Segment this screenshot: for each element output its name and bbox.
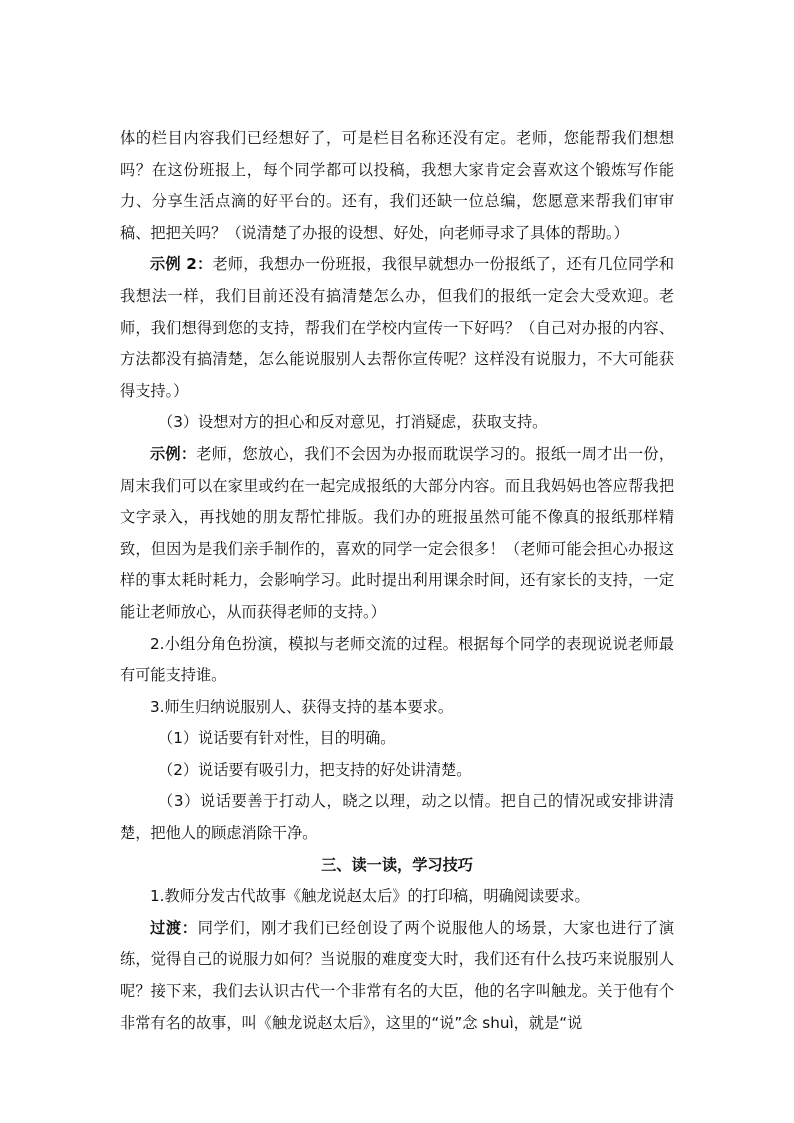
- step-2-paragraph: 2.小组分角色扮演，模拟与老师交流的过程。根据每个同学的表现说说老师最有可能支持谁。: [120, 634, 674, 685]
- transition-label: 过渡：: [150, 918, 198, 937]
- transition-paragraph: [120, 913, 674, 1039]
- example-2-text: 老师，我想办一份班报，我很早就想办一份报纸了，还有几位同学和我想法一样，我们目前还没有搞清楚怎么办，但我们的报纸一定会大受欢迎。老师，我们想得到您的支持，帮我们在学校内宣传一下好吗？（自己对办报的内容、方法都没有搞清楚，怎么能说服别人去帮你宣传呢？这样没有说服力，不大可能获得支持。）: [120, 255, 675, 400]
- example-2-label: 示例 2：: [150, 255, 213, 274]
- paragraph-continuation: 体的栏目内容我们已经想好了，可是栏目名称还没有定。老师，您能帮我们想想吗？在这份班报上，每个同学都可以投稿，我想大家肯定会喜欢这个锻炼写作能力、分享生活点滴的好平台的。还有，我们还缺一位总编，您愿意来帮我们审审稿、把把关吗？（说清楚了办报的设想、好处，向老师寻求了具体的帮助。）: [120, 129, 674, 242]
- transition-text: 同学们，刚才我们已经创设了两个说服他人的场景，大家也进行了演练，觉得自己的说服力如何？当说服的难度变大时，我们还有什么技巧来说服别人呢？接下来，我们去认识古代一个非常有名的大臣，他的名字叫触龙。关于他有个非常有名的故事，叫《触龙说赵太后》，这里的“说”念 shuì，就是“说: [120, 918, 675, 1032]
- step-3-paragraph: 3.师生归纳说服别人、获得支持的基本要求。: [150, 697, 454, 716]
- requirement-3: （3）说话要善于打动人，晓之以理，动之以情。把自己的情况或安排讲清楚，把他人的顾虑消除干净。: [120, 792, 674, 843]
- example-label: 示例：: [150, 444, 197, 463]
- example-paragraph: [120, 439, 674, 629]
- section-heading: 三、读一读，学习技巧: [321, 855, 473, 874]
- point-3-paragraph: （3）设想对方的担心和反对意见，打消疑虑，获取支持。: [158, 413, 548, 432]
- example-text: 老师，您放心，我们不会因为办报而耽误学习的。报纸一周才出一份，周末我们可以在家里或约在一起完成报纸的大部分内容。而且我妈妈也答应帮我把文字录入，再找她的朋友帮忙排版。我们办的班报虽然可能不像真的报纸那样精致，但因为是我们亲手制作的，喜欢的同学一定会很多！（老师可能会担心办报这样的事太耗时耗力，会影响学习。此时提出利用课余时间，还有家长的支持，一定能让老师放心，从而获得老师的支持。）: [120, 444, 675, 621]
- document-body: [120, 123, 674, 1039]
- example-2-paragraph: [120, 249, 674, 407]
- requirement-2: （2）说话要有吸引力，把支持的好处讲清楚。: [158, 760, 472, 779]
- section-step-1: 1.教师分发古代故事《触龙说赵太后》的打印稿，明确阅读要求。: [150, 887, 590, 906]
- requirement-1: （1）说话要有针对性，目的明确。: [158, 729, 396, 748]
